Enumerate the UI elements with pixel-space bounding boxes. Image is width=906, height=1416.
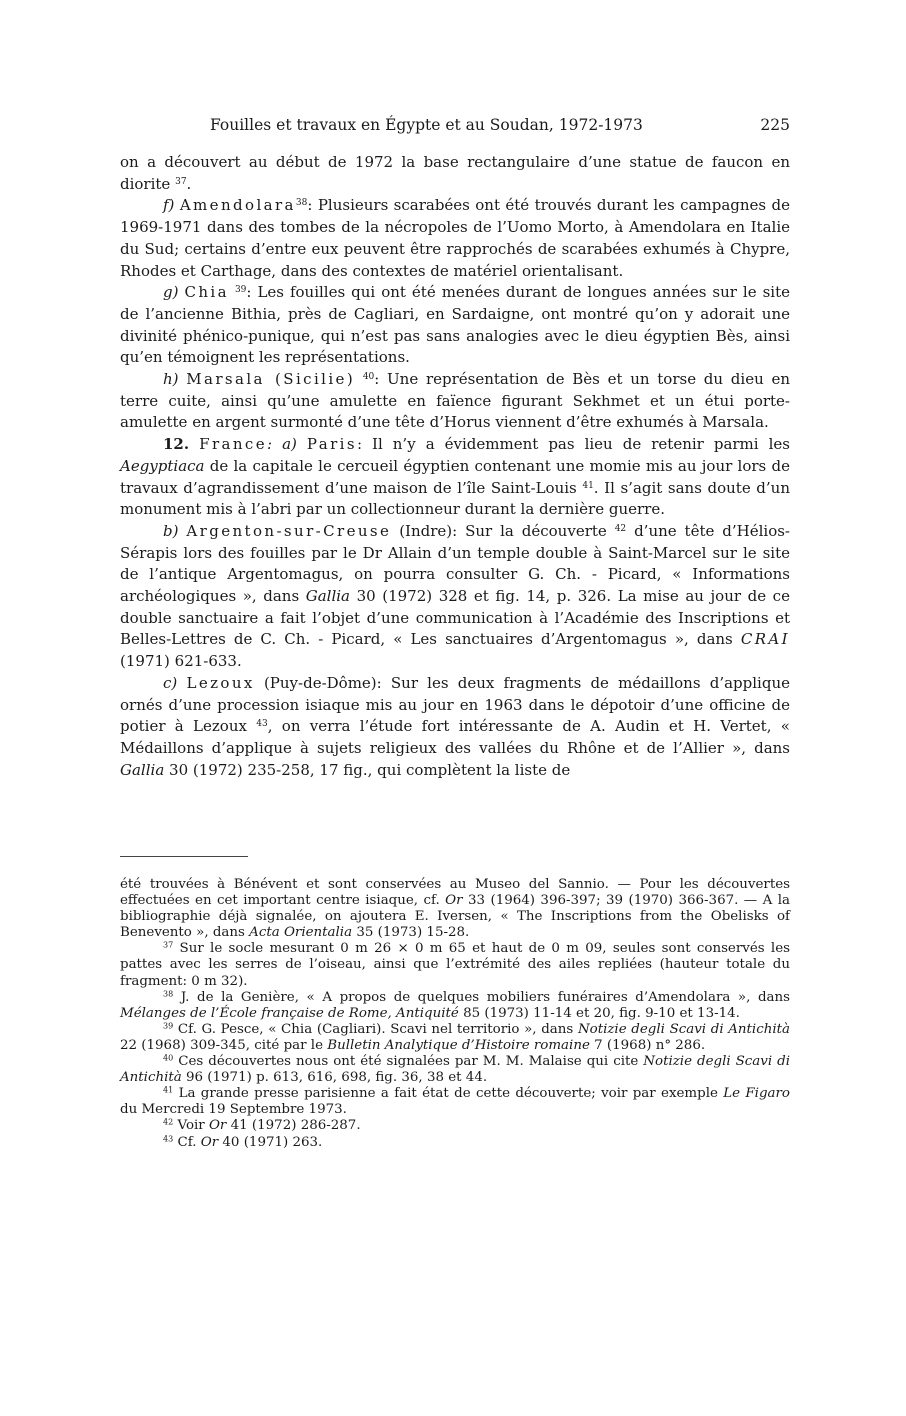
main-text <box>120 152 790 781</box>
footnote-ref: 41 <box>582 480 594 491</box>
place-name: Paris <box>306 435 357 454</box>
footnote-37: $^{37}$ Sur le socle mesurant 0 m 26 × 0 m 65 et haut de 0 m 09, seules sont conservés les pattes avec les serres de l’oiseau, ainsi que l’extrémité des ailes repliées (hauteur totale du fragment: 0 m 32). <box>120 940 791 989</box>
footnote-ref: 38 <box>295 198 308 209</box>
running-title: Fouilles et travaux en Égypte et au Soudan, 1972-1973 <box>210 116 643 134</box>
place-name: Amendolara <box>179 196 296 215</box>
country-name: France <box>199 435 268 454</box>
place-name: Argenton-sur-Creuse <box>186 521 392 540</box>
paragraph-amendolara: f) Amendolara$^{38}$: Plusieurs scarabées ont été trouvés durant les campagnes de 1969-1971 dans des tombes de la nécropoles de l’Uomo Morto, à Amendolara en Italie du Sud; certains d’entre eux peuvent être rapprochés de scarabées exhumés à Chypre, Rhodes et Carthage, dans des contextes de matériel orientalisant. <box>120 196 790 280</box>
paragraph-argenton: b) Argenton-sur-Creuse (Indre): Sur la découverte $^{42}$ d’une tête d’Hélios-Sérapis lors des fouilles par le Dr Allain d’un temple double à Saint-Marcel sur le site de l’antique Argentomagus, on pourra consulter G. Ch. - Picard, « Informations archéologiques », dans Gallia 30 (1972) 328 et fig. 14, p. 326. La mise au jour de ce double sanctuaire a fait l’objet d’une communication à l’Académie des Inscriptions et Belles-Lettres de C. Ch. - Picard, « Les sanctuaires d’Argentomagus », dans CRAI (1971) 621-633. <box>120 521 790 671</box>
footnotes <box>120 877 790 1151</box>
footnote-ref: 39 <box>234 285 247 296</box>
paragraph-faucon: on a découvert au début de 1972 la base rectangulaire d’une statue de faucon en diorite $^{37}$. <box>120 153 790 193</box>
footnote-continued: été trouvées à Bénévent et sont conservées au Museo del Sannio. — Pour les découvertes effectuées en cet important centre isiaque, cf. Or 33 (1964) 396-397; 39 (1970) 366-367. — A la bibliographie déjà signalée, on ajoutera E. Iversen, « The Inscriptions from the Obelisks of Benevento », dans Acta Orientalia 35 (1973) 15-28. <box>120 877 790 941</box>
paragraph-france-paris: 12. France: a) Paris: Il n’y a évidemment pas lieu de retenir parmi les Aegyptiaca de la capitale le cercueil égyptien contenant une momie mis au jour lors de travaux d’agrandissement d’une maison de l’île Saint-Louis $^{41}$. Il s’agit sans doute d’un monument mis à l’abri par un collectionneur durant la dernière guerre. <box>120 435 790 519</box>
page-number: 225 <box>760 116 790 134</box>
footnote-43: $^{43}$ Cf. Or 40 (1971) 263. <box>163 1134 323 1150</box>
place-name: Chia <box>184 283 229 302</box>
place-name: Marsala (Sicilie) <box>186 370 356 389</box>
running-head <box>120 116 790 140</box>
footnote-ref: 40 <box>362 372 375 383</box>
place-name: Lezoux <box>186 673 255 692</box>
paragraph-marsala: h) Marsala (Sicilie) $^{40}$: Une représentation de Bès et un torse du dieu en terre cuite, ainsi qu’une amulette en faïence figurant Sekhmet et un étui porte-amulette en argent surmonté d’une tête d’Horus viennent d’être exhumés à Marsala. <box>120 370 790 432</box>
footnote-40: $^{40}$ Ces découvertes nous ont été signalées par M. M. Malaise qui cite Notizie degli Scavi di Antichità 96 (1971) p. 613, 616, 698, fig. 36, 38 et 44. <box>120 1053 790 1086</box>
footnote-42: $^{42}$ Voir Or 41 (1972) 286-287. <box>163 1117 361 1134</box>
footnote-38: $^{38}$ J. de la Genière, « A propos de quelques mobiliers funéraires d’Amendolara », dans Mélanges de l’École française de Rome, Antiquité 85 (1973) 11-14 et 20, fig. 9-10 et 13-14. <box>120 989 790 1021</box>
paragraph-lezoux: c) Lezoux (Puy-de-Dôme): Sur les deux fragments de médaillons d’applique ornés d’une procession isiaque mis au jour en 1963 dans le dépotoir d’une officine de potier à Lezoux $^{43}$, on verra l’étude fort intéressante de A. Audin et H. Vertet, « Médaillons d’applique à sujets religieux des vallées du Rhône et de l’Allier », dans Gallia 30 (1972) 235-258, 17 fig., qui complètent la liste de <box>120 673 790 779</box>
footnote-ref: 37 <box>175 176 187 187</box>
section-number: 12. <box>163 435 190 454</box>
footnote-divider <box>120 856 248 857</box>
footnote-41: $^{41}$ La grande presse parisienne a fait état de cette découverte; voir par exemple Le Figaro du Mercredi 19 Septembre 1973. <box>120 1085 790 1118</box>
footnote-ref: 43 <box>256 719 268 730</box>
footnote-ref: 42 <box>614 524 627 535</box>
paragraph-chia: g) Chia $^{39}$: Les fouilles qui ont été menées durant de longues années sur le site de l’ancienne Bithia, près de Cagliari, en Sardaigne, ont montré qu’on y adorait une divinité phénico-punique, qui n’est pas sans analogies avec le dieu égyptien Bès, ainsi qu’en témoignent les représentations. <box>120 283 790 367</box>
footnote-39: $^{39}$ Cf. G. Pesce, « Chia (Cagliari). Scavi nel territorio », dans Notizie degli Scavi di Antichità 22 (1968) 309-345, cité par le Bulletin Analytique d’Histoire romaine 7 (1968) n° 286. <box>120 1021 790 1053</box>
